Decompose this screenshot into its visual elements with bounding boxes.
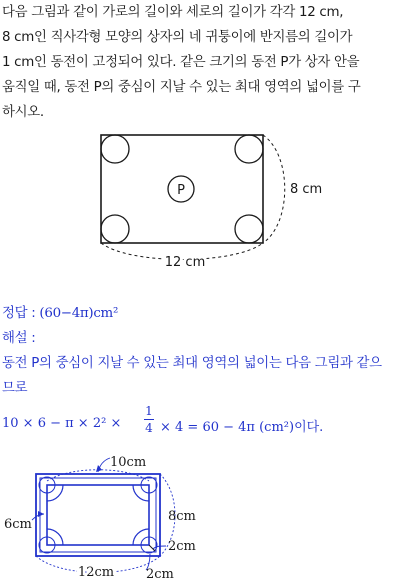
fraction-bar <box>144 419 154 420</box>
fraction <box>144 404 154 435</box>
callout-arrow <box>38 511 44 517</box>
bottom-width-label: 12cm <box>77 565 115 580</box>
answer-line <box>2 301 398 326</box>
box-diagram <box>0 125 400 295</box>
corner-coin <box>235 215 263 243</box>
answer-value: (60−4π)cm² <box>39 306 119 321</box>
problem-line: 1 cm인 동전이 고정되어 있다. 같은 크기의 동전 P가 상자 안을 <box>2 55 360 70</box>
radius-label-bottom: 2cm <box>146 567 174 580</box>
coin-p-label: P <box>177 183 185 198</box>
corner-coin <box>101 215 129 243</box>
equation-right: × 4 = 60 − 4π (cm²)이다. <box>160 420 324 435</box>
radius-label-right: 2cm <box>168 539 196 554</box>
top-width-label: 10cm <box>110 455 147 470</box>
solution-label: 해설 : <box>2 331 36 346</box>
problem-line: 8 cm인 직사각형 모양의 상자의 네 귀퉁이에 반지름의 길이가 <box>2 30 353 45</box>
right-height-label: 8cm <box>168 509 196 524</box>
problem-line: 하시오. <box>2 105 44 120</box>
solution-diagram <box>0 450 400 580</box>
fraction-numerator: 1 <box>145 404 153 418</box>
callout-arrow <box>96 465 102 472</box>
corner-coin <box>101 135 129 163</box>
solution-line: 동전 P의 중심이 지날 수 있는 최대 영역의 넓이는 다음 그림과 같으 <box>2 356 382 371</box>
height-label: 8 cm <box>290 182 323 197</box>
problem-line: 움직일 때, 동전 P의 중심이 지날 수 있는 최대 영역의 넓이를 구 <box>2 80 361 95</box>
fraction-denominator: 4 <box>145 421 153 435</box>
solution-equation <box>2 404 398 444</box>
inner-box <box>40 478 156 552</box>
center-region <box>47 485 149 545</box>
problem-text <box>2 0 398 125</box>
problem-line: 다음 그림과 같이 가로의 길이와 세로의 길이가 각각 12 cm, <box>2 5 344 20</box>
answer-block <box>2 301 398 401</box>
corner-coin <box>235 135 263 163</box>
left-height-label: 6cm <box>4 517 32 532</box>
answer-label: 정답 : <box>2 306 36 321</box>
solution-line: 므로 <box>2 381 28 396</box>
width-label: 12 cm <box>164 255 206 270</box>
equation-left: 10 × 6 − π × 2² × <box>2 416 122 431</box>
height-dimension-arc <box>263 135 285 243</box>
